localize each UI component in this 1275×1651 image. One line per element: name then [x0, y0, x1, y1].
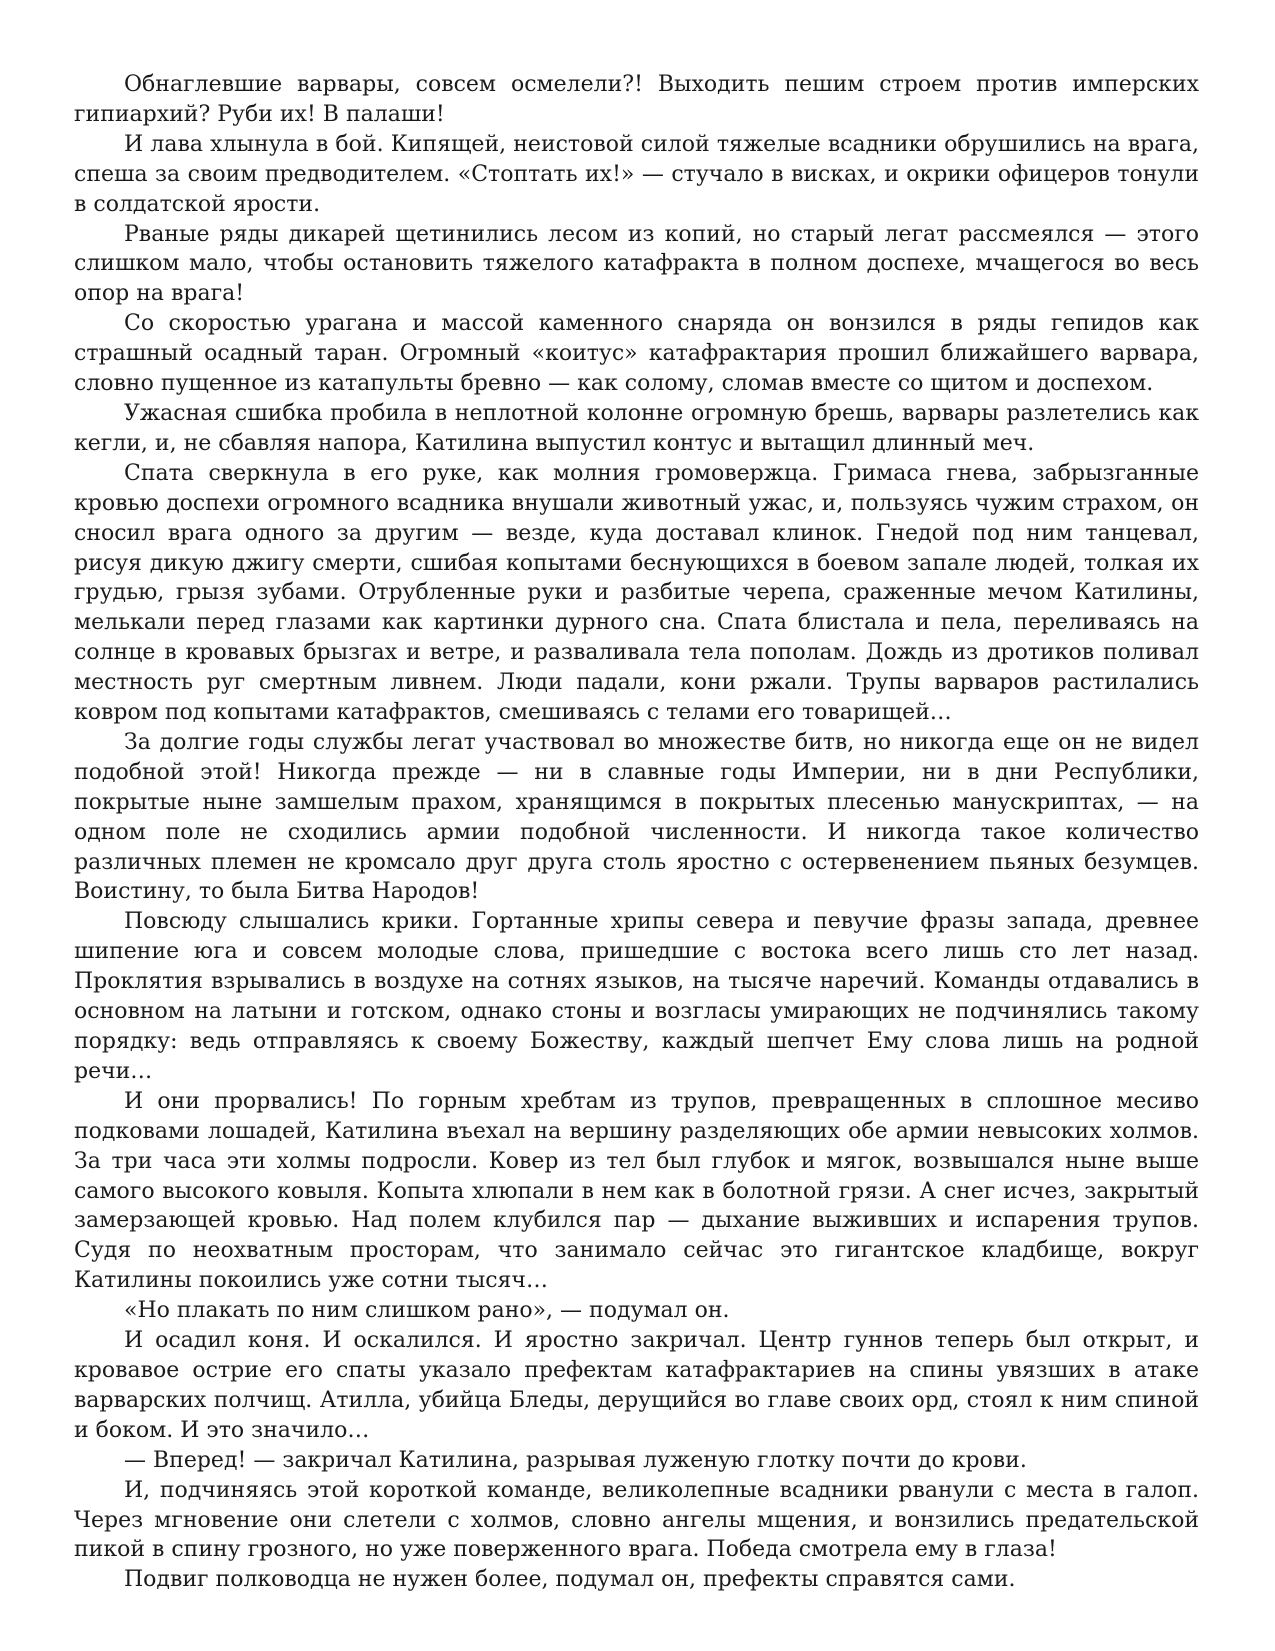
document-page	[74, 70, 1199, 1595]
paragraph: — Вперед! — закричал Катилина, разрывая луженую глотку почти до крови.	[124, 1447, 1027, 1473]
paragraph: Обнаглевшие варвары, совсем осмелели?! Выходить пешим строем против имперских гипиархий? Руби их! В палаши!	[74, 72, 1199, 127]
paragraph: Спата сверкнула в его руке, как молния громовержца. Гримаса гнева, забрызганные кровью доспехи огромного всадника внушали животный ужас, и, пользуясь чужим страхом, он сносил врага одного за другим — везде, куда доставал клинок. Гнедой под ним танцевал, рисуя дикую джигу смерти, сшибая копытами беснующихся в боевом запале людей, толкая их грудью, грызя зубами. Отрубленные руки и разбитые черепа, сраженные мечом Катилины, мелькали перед глазами как картинки дурного сна. Спата блистала и пела, переливаясь на солнце в кровавых брызгах и ветре, и разваливала тела пополам. Дождь из дротиков поливал местность руг смертным ливнем. Люди падали, кони ржали. Трупы варваров растилались ковром под копытами катафрактов, смешиваясь с телами его товарищей…	[74, 460, 1199, 726]
paragraph: И осадил коня. И оскалился. И яростно закричал. Центр гуннов теперь был открыт, и кровавое острие его спаты указало префектам катафрактариев на спины увязших в атаке варварских полчищ. Атилла, убийца Бледы, дерущийся во главе своих орд, стоял к ним спиной и боком. И это значило…	[74, 1328, 1199, 1443]
paragraph: Рваные ряды дикарей щетинились лесом из копий, но старый легат рассмеялся — этого слишком мало, чтобы остановить тяжелого катафракта в полном доспехе, мчащегося во весь опор на врага!	[74, 221, 1199, 307]
paragraph: Со скоростью урагана и массой каменного снаряда он вонзился в ряды гепидов как страшный осадный таран. Огромный «коитус» катафрактария прошил ближайшего варвара, словно пущенное из катапульты бревно — как солому, сломав вместе со щитом и доспехом.	[74, 311, 1199, 397]
paragraph: И, подчиняясь этой короткой команде, великолепные всадники рванули с места в галоп. Через мгновение они слетели с холмов, словно ангелы мщения, и вонзились предательской пикой в спину грозного, но уже поверженного врага. Победа смотрела ему в глаза!	[74, 1477, 1199, 1563]
paragraph: «Но плакать по ним слишком рано», — подумал он.	[124, 1298, 730, 1324]
paragraph: И они прорвались! По горным хребтам из трупов, превращенных в сплошное месиво подковами лошадей, Катилина въехал на вершину разделяющих обе армии невысоких холмов. За три часа эти холмы подросли. Ковер из тел был глубок и мягок, возвышался ныне выше самого высокого ковыля. Копыта хлюпали в нем как в болотной грязи. А снег исчез, закрытый замерзающей кровью. Над полем клубился пар — дыхание выживших и испарения трупов. Судя по неохватным просторам, что занимало сейчас это гигантское кладбище, вокруг Катилины покоились уже сотни тысяч…	[74, 1088, 1199, 1294]
paragraph: И лава хлынула в бой. Кипящей, неистовой силой тяжелые всадники обрушились на врага, спеша за своим предводителем. «Стоптать их!» — стучало в висках, и окрики офицеров тонули в солдатской ярости.	[74, 131, 1199, 217]
paragraph: Повсюду слышались крики. Гортанные хрипы севера и певучие фразы запада, древнее шипение юга и совсем молодые слова, пришедшие с востока всего лишь сто лет назад. Проклятия взрывались в воздухе на сотнях языков, на тысяче наречий. Команды отдавались в основном на латыни и готском, однако стоны и возгласы умирающих не подчинялись такому порядку: ведь отправляясь к своему Божеству, каждый шепчет Ему слова лишь на родной речи…	[74, 909, 1199, 1084]
paragraph: Ужасная сшибка пробила в неплотной колонне огромную брешь, варвары разлетелись как кегли, и, не сбавляя напора, Катилина выпустил контус и вытащил длинный меч.	[74, 400, 1199, 456]
paragraph: За долгие годы службы легат участвовал во множестве битв, но никогда еще он не видел подобной этой! Никогда прежде — ни в славные годы Империи, ни в дни Республики, покрытые ныне замшелым прахом, хранящимся в покрытых плесенью манускриптах, — на одном поле не сходились армии подобной численности. И никогда такое количество различных племен не кромсало друг друга столь яростно с остервенением пьяных безумцев. Воистину, то была Битва Народов!	[74, 729, 1199, 905]
paragraph: Подвиг полководца не нужен более, подумал он, префекты справятся сами.	[124, 1567, 1016, 1593]
